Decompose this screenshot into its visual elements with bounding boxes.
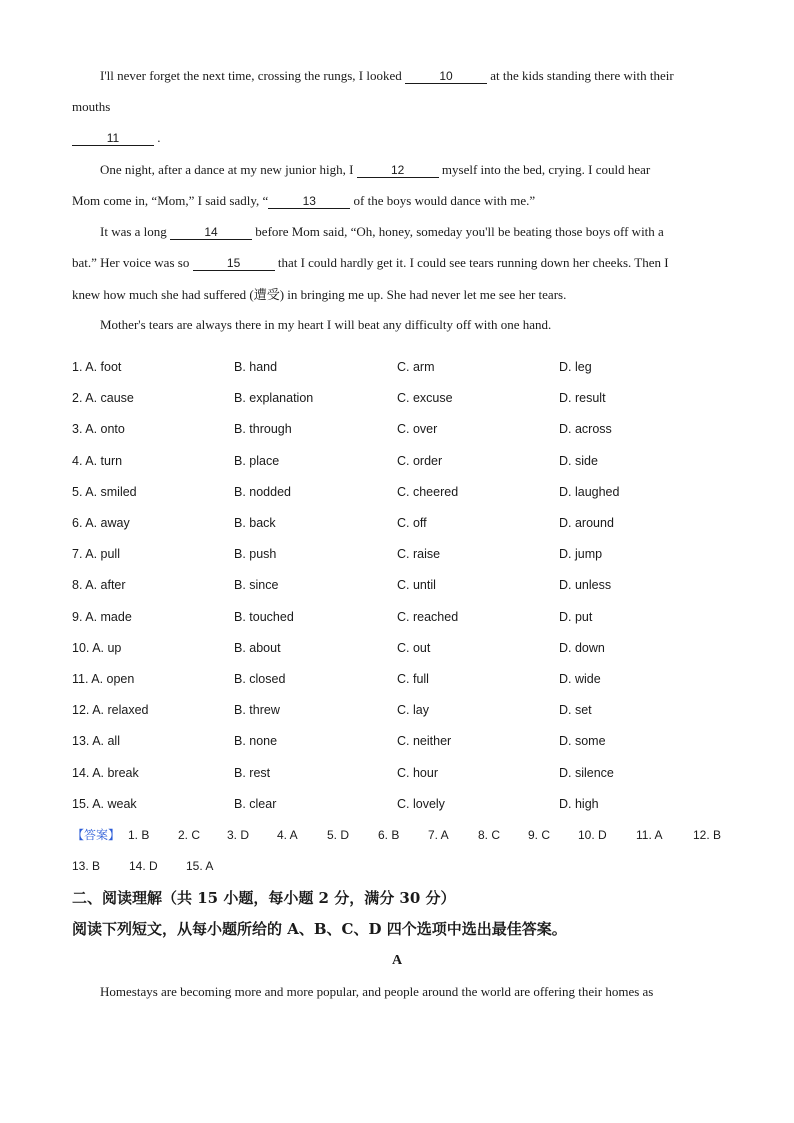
answer-item: 1. B <box>128 828 150 842</box>
answer-item: 3. D <box>227 828 250 842</box>
option-5-d <box>559 484 619 500</box>
question-number: 1. <box>72 360 83 374</box>
option-1-b <box>234 359 277 375</box>
question-number: 6. <box>72 516 83 530</box>
option-text: A. onto <box>85 422 125 436</box>
blank-15: 15 <box>193 256 275 271</box>
option-10-c <box>397 640 430 656</box>
passage-line-2: mouths <box>72 99 111 114</box>
answer-item: 4. A <box>277 828 298 842</box>
passage-letter: A <box>391 953 403 968</box>
option-text: A. open <box>91 672 135 686</box>
option-2-c <box>397 390 453 406</box>
passage-line-7 <box>72 255 669 271</box>
answer-item: 11. A <box>636 828 663 842</box>
option-text: D. leg <box>559 360 592 374</box>
option-3-c <box>397 421 437 437</box>
option-3-b <box>234 421 292 437</box>
option-15-d <box>559 796 599 812</box>
passage-text: I'll never forget the next time, crossing the rungs, I looked <box>100 68 402 83</box>
passage-line-9: Mother's tears are always there in my heart I will beat any difficulty off with one hand. <box>100 317 552 332</box>
option-14-b <box>234 765 270 781</box>
blank-13: 13 <box>268 194 350 209</box>
option-text: D. jump <box>559 547 603 561</box>
option-15-a <box>72 796 137 812</box>
option-10-b <box>234 640 281 656</box>
question-number: 8. <box>72 578 83 592</box>
question-number: 7. <box>72 547 83 561</box>
option-7-a <box>72 546 120 562</box>
option-text: A. made <box>85 610 132 624</box>
option-text: B. none <box>234 734 278 748</box>
option-text: C. over <box>397 422 438 436</box>
passage-line-6 <box>100 224 664 240</box>
passage-text: at the kids standing there with their <box>490 68 674 83</box>
option-4-d <box>559 453 598 469</box>
option-5-c <box>397 484 458 500</box>
option-5-a <box>72 484 137 500</box>
option-text: C. order <box>397 454 443 468</box>
answer-item: 2. C <box>178 828 201 842</box>
option-text: C. cheered <box>397 485 459 499</box>
option-text: D. put <box>559 610 593 624</box>
option-5-b <box>234 484 291 500</box>
option-9-d <box>559 609 592 625</box>
passage-line-5 <box>72 193 535 209</box>
blank-12: 12 <box>357 163 439 178</box>
option-14-c <box>397 765 438 781</box>
question-number: 15. <box>72 797 90 811</box>
passage-text: bat.” Her voice was so <box>72 255 190 270</box>
option-text: A. all <box>92 734 120 748</box>
option-8-b <box>234 577 278 593</box>
option-text: B. about <box>234 641 281 655</box>
option-4-a <box>72 453 122 469</box>
question-number: 9. <box>72 610 83 624</box>
option-text: B. push <box>234 547 277 561</box>
option-15-c <box>397 796 445 812</box>
answer-label: 【答案】 <box>72 828 121 842</box>
option-13-a <box>72 733 120 749</box>
option-12-b <box>234 702 280 718</box>
option-text: D. silence <box>559 766 614 780</box>
option-text: B. rest <box>234 766 271 780</box>
passage-text: It was a long <box>100 224 167 239</box>
option-11-b <box>234 671 285 687</box>
option-8-d <box>559 577 611 593</box>
option-text: D. some <box>559 734 606 748</box>
answer-item: 10. D <box>578 828 607 842</box>
option-text: D. down <box>559 641 605 655</box>
option-text: A. cause <box>85 391 134 405</box>
option-text: C. until <box>397 578 436 592</box>
option-3-d <box>559 421 612 437</box>
option-10-a <box>72 640 121 656</box>
option-1-d <box>559 359 592 375</box>
option-text: C. lovely <box>397 797 445 811</box>
question-number: 14. <box>72 766 90 780</box>
option-text: B. through <box>234 422 292 436</box>
option-text: D. result <box>559 391 606 405</box>
option-text: D. unless <box>559 578 612 592</box>
question-number: 12. <box>72 703 90 717</box>
answer-item: 5. D <box>327 828 350 842</box>
option-10-d <box>559 640 605 656</box>
option-14-d <box>559 765 614 781</box>
option-14-a <box>72 765 139 781</box>
passage-text: of the boys would dance with me.” <box>353 193 536 208</box>
passage-line-1 <box>100 68 674 84</box>
option-1-a <box>72 359 121 375</box>
option-2-a <box>72 390 134 406</box>
option-text: C. lay <box>397 703 429 717</box>
option-7-c <box>397 546 440 562</box>
answer-item: 9. C <box>528 828 551 842</box>
option-7-d <box>559 546 602 562</box>
option-4-b <box>234 453 279 469</box>
passage-text: myself into the bed, crying. I could hear <box>441 162 651 177</box>
option-text: B. place <box>234 454 280 468</box>
option-text: A. away <box>85 516 130 530</box>
option-text: A. turn <box>85 454 123 468</box>
question-number: 3. <box>72 422 83 436</box>
option-11-d <box>559 671 601 687</box>
passage-text: . <box>157 130 161 145</box>
option-text: C. arm <box>397 360 435 374</box>
option-text: A. pull <box>85 547 120 561</box>
option-text: A. break <box>92 766 139 780</box>
blank-11: 11 <box>72 131 154 146</box>
option-3-a <box>72 421 125 437</box>
option-15-b <box>234 796 276 812</box>
option-8-a <box>72 577 126 593</box>
passage-text: before Mom said, “Oh, honey, someday you'll be beating those boys off with a <box>255 224 664 239</box>
option-text: A. smiled <box>85 485 137 499</box>
option-text: D. set <box>559 703 592 717</box>
option-text: A. foot <box>85 360 122 374</box>
option-6-c <box>397 515 427 531</box>
question-number: 4. <box>72 454 83 468</box>
blank-10: 10 <box>405 69 487 84</box>
option-2-d <box>559 390 606 406</box>
option-text: D. laughed <box>559 485 620 499</box>
option-text: A. weak <box>92 797 137 811</box>
option-text: D. around <box>559 516 614 530</box>
option-6-a <box>72 515 130 531</box>
option-text: C. reached <box>397 610 459 624</box>
option-9-c <box>397 609 458 625</box>
option-text: B. nodded <box>234 485 291 499</box>
passage-text: Mom come in, “Mom,” I said sadly, “ <box>72 193 269 208</box>
option-12-a <box>72 702 148 718</box>
answer-item: 7. A <box>428 828 449 842</box>
passage-text: One night, after a dance at my new junior high, I <box>100 162 354 177</box>
option-text: B. clear <box>234 797 277 811</box>
option-13-d <box>559 733 606 749</box>
reading-first-line: Homestays are becoming more and more popular, and people around the world are offering their homes as <box>100 984 654 999</box>
option-13-c <box>397 733 451 749</box>
option-12-c <box>397 702 429 718</box>
option-text: B. explanation <box>234 391 314 405</box>
option-text: D. wide <box>559 672 601 686</box>
option-13-b <box>234 733 277 749</box>
question-number: 11. <box>72 672 89 686</box>
passage-text: that I could hardly get it. I could see tears running down her cheeks. Then I <box>277 255 669 270</box>
option-12-d <box>559 702 592 718</box>
passage-line-8: knew how much she had suffered (遭受) in bringing me up. She had never let me see her tears. <box>72 287 567 302</box>
option-11-c <box>397 671 429 687</box>
answer-item: 8. C <box>478 828 501 842</box>
option-text: C. out <box>397 641 431 655</box>
passage-line-3 <box>72 130 161 146</box>
option-11-a <box>72 671 134 687</box>
option-text: C. full <box>397 672 429 686</box>
question-number: 5. <box>72 485 83 499</box>
option-1-c <box>397 359 435 375</box>
answer-item: 6. B <box>378 828 400 842</box>
option-text: C. raise <box>397 547 441 561</box>
option-9-a <box>72 609 132 625</box>
passage-line-4 <box>100 162 650 178</box>
option-7-b <box>234 546 276 562</box>
blank-14: 14 <box>170 225 252 240</box>
option-8-c <box>397 577 436 593</box>
answer-item: 14. D <box>129 859 158 873</box>
option-text: D. across <box>559 422 612 436</box>
option-text: B. back <box>234 516 276 530</box>
answer-item: 15. A <box>186 859 214 873</box>
option-text: B. threw <box>234 703 280 717</box>
option-2-b <box>234 390 313 406</box>
option-6-d <box>559 515 614 531</box>
question-number: 2. <box>72 391 83 405</box>
option-text: C. neither <box>397 734 452 748</box>
answer-item: 12. B <box>693 828 722 842</box>
question-number: 10. <box>72 641 90 655</box>
option-text: B. hand <box>234 360 278 374</box>
option-text: B. closed <box>234 672 286 686</box>
option-4-c <box>397 453 442 469</box>
option-text: A. after <box>85 578 126 592</box>
option-text: D. side <box>559 454 598 468</box>
section-title: 二、阅读理解（共 15 小题，每小题 2 分，满分 30 分） <box>72 889 456 907</box>
section-instruction: 阅读下列短文，从每小题所给的 A、B、C、D 四个选项中选出最佳答案。 <box>72 920 567 938</box>
option-text: A. up <box>92 641 122 655</box>
option-9-b <box>234 609 294 625</box>
option-text: C. off <box>397 516 427 530</box>
option-6-b <box>234 515 276 531</box>
option-text: B. since <box>234 578 279 592</box>
question-number: 13. <box>72 734 90 748</box>
option-text: C. hour <box>397 766 438 780</box>
option-text: B. touched <box>234 610 294 624</box>
answer-item: 13. B <box>72 859 101 873</box>
option-text: C. excuse <box>397 391 453 405</box>
option-text: A. relaxed <box>92 703 149 717</box>
option-text: D. high <box>559 797 599 811</box>
